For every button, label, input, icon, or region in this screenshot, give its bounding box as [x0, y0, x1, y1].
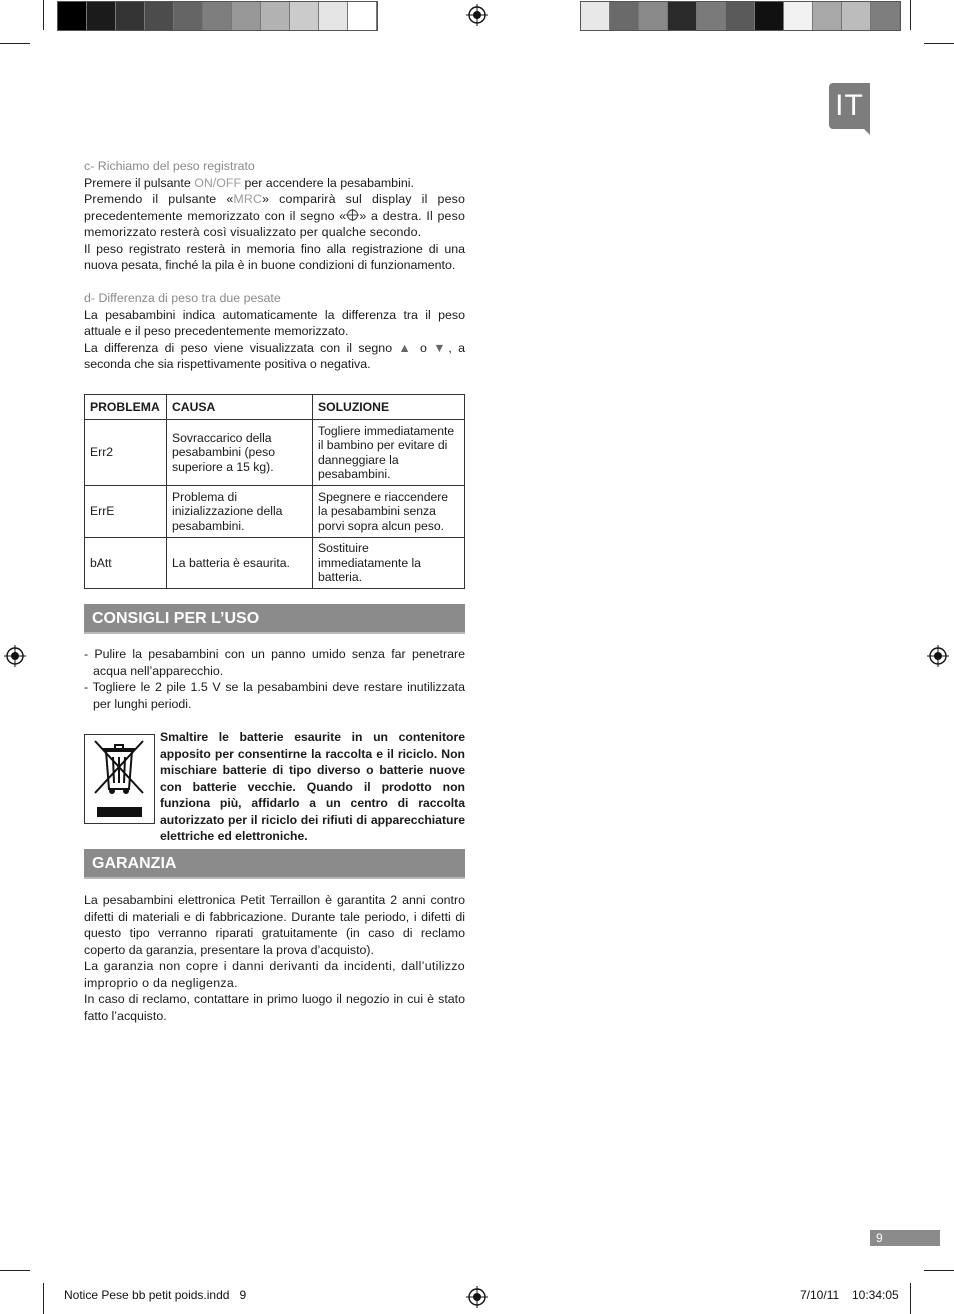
color-swatch [232, 2, 261, 30]
section-d-heading: d- Differenza di peso tra due pesate [84, 291, 281, 305]
consigli-list [84, 646, 465, 712]
color-swatch [697, 2, 726, 30]
language-tab: IT [829, 83, 870, 129]
crop-mark [924, 43, 954, 44]
color-swatch [116, 2, 145, 30]
color-swatch [58, 2, 87, 30]
garanzia-paragraph-1: La pesabambini elettronica Petit Terraillon è garantita 2 anni contro difetti di materiali e di fabbricazione. Durante tale periodo, i difetti di questo tipo verranno riparati gratuitamente (in caso di reclamo coperto da garanzia, presentare la prova d’acquisto). [84, 893, 465, 957]
cell-soluzione: Togliere immediatamente il bambino per evitare di danneggiare la pesabambini. [313, 420, 465, 486]
color-swatch [290, 2, 319, 30]
section-c-paragraph-3: Il peso registrato resterà in memoria fino alla registrazione di una nuova pesata, finché la pila è in buone condizioni di funzionamento. [84, 241, 465, 272]
color-swatch [842, 2, 871, 30]
key-mrc: MRC [233, 192, 263, 206]
registration-mark-icon [4, 645, 26, 667]
garanzia-body [84, 892, 465, 1024]
table-row [85, 538, 465, 589]
registration-mark-icon [466, 1286, 488, 1308]
key-on-off: ON/OFF [194, 175, 242, 190]
column-header-problema: PROBLEMA [85, 395, 167, 420]
table-row [85, 486, 465, 538]
cell-causa: La batteria è esaurita. [167, 538, 313, 589]
section-title-consigli: CONSIGLI PER L’USO [84, 604, 465, 634]
cell-causa: Sovraccarico della pesabambini (peso superiore a 15 kg). [167, 420, 313, 486]
footer-date: 7/10/11 [800, 1288, 840, 1302]
section-c [84, 158, 465, 274]
table-header-row [85, 395, 465, 420]
crop-mark [910, 1283, 911, 1314]
column-header-soluzione: SOLUZIONE [313, 395, 465, 420]
color-swatch [87, 2, 116, 30]
crop-mark [0, 43, 30, 44]
registration-mark-icon [466, 4, 488, 26]
table-row [85, 420, 465, 486]
color-swatch [261, 2, 290, 30]
triangle-up-icon: ▲ [398, 340, 414, 355]
color-swatch [174, 2, 203, 30]
footer-time: 10:34:05 [852, 1288, 899, 1302]
cell-problema: ErrE [85, 486, 167, 538]
crop-mark [924, 1270, 954, 1271]
crop-mark [0, 1270, 30, 1271]
weee-disposal-text: Smaltire le batterie esaurite in un contenitore apposito per consentirne la raccolta e il riciclo. Non mischiare batterie di tipo diverso o batterie nuove con batterie vecchie. Quando il prodotto non funziona più, affidarlo a un centro di raccolta autorizzato per il riciclo dei rifiuti di apparecchiature elettriche ed elettroniche. [160, 730, 465, 843]
list-item: - Togliere le 2 pile 1.5 V se la pesabambini deve restare inutilizzata per lunghi periodi. [84, 680, 465, 711]
color-swatch [726, 2, 755, 30]
triangle-down-icon: ▼ [433, 340, 449, 355]
color-bar-right [580, 1, 901, 31]
cell-soluzione: Spegnere e riaccendere la pesabambini senza porvi sopra alcun peso. [313, 486, 465, 538]
memory-sign-icon [346, 209, 359, 221]
color-swatch [668, 2, 697, 30]
color-swatch [610, 2, 639, 30]
list-item: - Pulire la pesabambini con un panno umido senza far penetrare acqua nell’apparecchio. [84, 647, 465, 678]
footer-file-name: Notice Pese bb petit poids.indd 9 [64, 1288, 247, 1302]
garanzia-paragraph-2: La garanzia non copre i danni derivanti da incidenti, dall’utilizzo improprio o da negligenza. [84, 959, 465, 990]
crossed-bin-icon [85, 735, 154, 823]
color-swatch [813, 2, 842, 30]
section-title-garanzia: GARANZIA [84, 849, 465, 879]
crop-mark [910, 0, 911, 30]
registration-mark-icon [927, 645, 949, 667]
weee-box [84, 734, 155, 824]
color-swatch [784, 2, 813, 30]
section-d-paragraph-1: La pesabambini indica automaticamente la differenza tra il peso attuale e il peso precedentemente memorizzato. [84, 307, 465, 338]
color-bar-left [57, 1, 378, 31]
color-swatch [348, 2, 377, 30]
page-number: 9 [870, 1230, 940, 1246]
color-swatch [319, 2, 348, 30]
column-header-causa: CAUSA [167, 395, 313, 420]
color-swatch [755, 2, 784, 30]
garanzia-paragraph-3: In caso di reclamo, contattare in primo luogo il negozio in cui è stato fatto l’acquisto. [84, 992, 465, 1023]
cell-problema: bAtt [85, 538, 167, 589]
section-c-paragraph-2: Premendo il pulsante «MRC» comparirà sul display il peso precedentemente memorizzato con il segno « » a destra. Il peso memorizzato resterà così visualizzato per qualche secondo. [84, 192, 466, 239]
section-c-paragraph-1: Premere il pulsante ON/OFF per accendere la pesabambini. [84, 175, 414, 190]
color-swatch [203, 2, 232, 30]
troubleshooting-table [84, 394, 465, 589]
section-d [84, 290, 465, 373]
crop-mark [43, 0, 44, 30]
color-swatch [145, 2, 174, 30]
section-c-heading: c- Richiamo del peso registrato [84, 159, 255, 173]
cell-causa: Problema di inizializzazione della pesabambini. [167, 486, 313, 538]
crop-mark [43, 1283, 44, 1314]
color-swatch [581, 2, 610, 30]
cell-problema: Err2 [85, 420, 167, 486]
color-swatch [639, 2, 668, 30]
cell-soluzione: Sostituire immediatamente la batteria. [313, 538, 465, 589]
color-swatch [871, 2, 900, 30]
section-d-paragraph-2: La differenza di peso viene visualizzata con il segno ▲ o ▼, a seconda che sia rispettivamente positiva o negativa. [84, 340, 466, 371]
